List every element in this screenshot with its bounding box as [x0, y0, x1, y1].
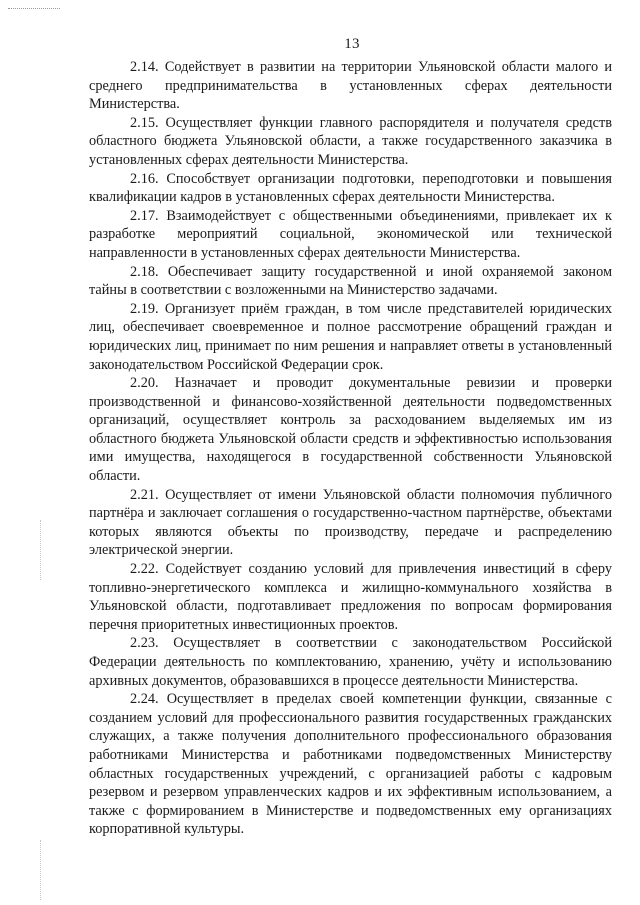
paragraph-2-20	[89, 374, 612, 486]
paragraph-text: Взаимодействует с общественными объединениями, привлекает их к разработке мероприятий социальной, экономической или технической направленности в установленных сферах деятельности Министерства.	[89, 207, 612, 261]
scan-edge-mark	[40, 840, 42, 900]
paragraph-text: Содействует в развитии на территории Ульяновской области малого и среднего предпринимательства в установленных сферах деятельности Министерства.	[89, 59, 612, 113]
paragraph-number: 2.21.	[130, 486, 159, 503]
paragraph-text: Осуществляет от имени Ульяновской области полномочия публичного партнёра и заключает соглашения о государственно-частном партнёрстве, объектами которых являются объекты по производству, передаче и распределению электрической энергии.	[89, 486, 613, 559]
paragraph-2-16	[89, 170, 612, 207]
paragraph-text: Назначает и проводит документальные ревизии и проверки производственной и финансово-хозяйственной деятельности подведомственных организаций, осуществляет контроль за расходованием выделяемых им из областного бюджета Ульяновской области средств и эффективностью использования ими имущества, находящегося в государственной собственности Ульяновской области.	[89, 375, 612, 485]
paragraph-number: 2.18.	[130, 263, 159, 280]
document-body	[89, 58, 612, 839]
paragraph-2-24	[89, 690, 612, 839]
paragraph-2-22	[89, 560, 612, 634]
paragraph-text: Обеспечивает защиту государственной и иной охраняемой законом тайны в соответствии с возложенными на Министерство задачами.	[89, 263, 613, 299]
paragraph-text: Осуществляет функции главного распорядителя и получателя средств областного бюджета Ульяновской области, а также государственного заказчика в установленных сферах деятельности Министерства.	[89, 114, 612, 168]
paragraph-number: 2.23.	[130, 635, 159, 652]
paragraph-2-15	[89, 114, 612, 170]
paragraph-2-19	[89, 300, 612, 374]
paragraph-number: 2.20.	[130, 375, 159, 392]
paragraph-2-18	[89, 263, 612, 300]
paragraph-number: 2.22.	[130, 561, 159, 578]
paragraph-2-23	[89, 634, 612, 690]
paragraph-text: Организует приём граждан, в том числе представителей юридических лиц, обеспечивает своевременное и полное рассмотрение обращений граждан и юридических лиц, принимает по ним решения и направляет ответы в установленный законодательством Российской Федерации срок.	[89, 300, 612, 373]
paragraph-2-14	[89, 58, 612, 114]
paragraph-number: 2.15.	[130, 114, 159, 131]
paragraph-number: 2.19.	[130, 300, 159, 317]
paragraph-text: Осуществляет в пределах своей компетенции функции, связанные с созданием условий для профессионального развития государственных гражданских служащих, а также получения дополнительного профессионального образования работниками Министерства и работниками подведомственных Министерству областных государственных учреждений, с организацией работы с кадровым резервом и резервом управленческих кадров и их эффективным использованием, а также с формированием в Министерстве и подведомственных ему организациях корпоративной культуры.	[89, 691, 612, 838]
paragraph-number: 2.14.	[130, 59, 159, 75]
paragraph-number: 2.17.	[130, 207, 159, 224]
paragraph-number: 2.24.	[130, 691, 159, 708]
scan-edge-mark	[40, 520, 42, 580]
paragraph-2-17	[89, 207, 612, 263]
scan-artifact-mark	[8, 8, 60, 10]
paragraph-text: Способствует организации подготовки, переподготовки и повышения квалификации кадров в установленных сферах деятельности Министерства.	[89, 170, 612, 206]
page-number: 13	[344, 36, 360, 52]
paragraph-text: Содействует созданию условий для привлечения инвестиций в сферу топливно-энергетического комплекса и жилищно-коммунального хозяйства в Ульяновской области, подготавливает предложения по вопросам формирования перечня приоритетных инвестиционных проектов.	[89, 561, 612, 633]
paragraph-2-21	[89, 486, 612, 560]
paragraph-text: Осуществляет в соответствии с законодательством Российской Федерации деятельность по комплектованию, хранению, учёту и использованию архивных документов, образовавшихся в процессе деятельности Министерства.	[89, 635, 612, 689]
paragraph-number: 2.16.	[130, 170, 159, 187]
